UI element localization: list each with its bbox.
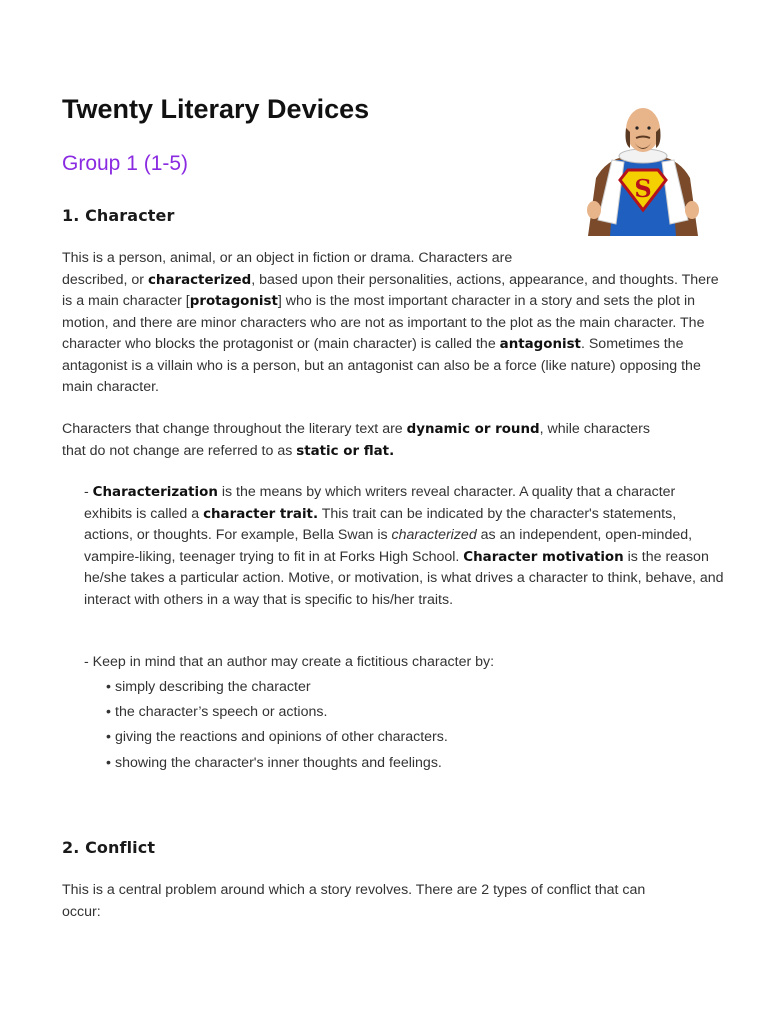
list-item-text: giving the reactions and opinions of other characters.	[115, 729, 448, 746]
section-heading-character: 1. Character	[62, 206, 175, 225]
bold-term-character-trait: character trait.	[203, 506, 319, 522]
hand-left	[587, 201, 601, 219]
text-run: This is a person, animal, or an object in fiction or drama. Characters are	[62, 250, 513, 266]
conflict-paragraph	[62, 880, 722, 923]
shakespeare-superman-illustration	[576, 98, 710, 236]
characterization-paragraph	[84, 482, 724, 611]
bold-term-static-flat: static or flat.	[296, 443, 395, 459]
head	[626, 108, 660, 152]
page-title: Twenty Literary Devices	[62, 94, 370, 124]
bullet-mark: •	[106, 679, 111, 695]
section-heading-conflict: 2. Conflict	[62, 838, 156, 857]
text-run: as an independent, open-minded, vampire-liking, teenager trying to fit in at Forks High School.	[84, 527, 693, 565]
bold-term-antagonist: antagonist	[499, 337, 581, 352]
hand-right	[685, 201, 699, 219]
text-run: , while characters	[539, 421, 650, 437]
text-run: occur:	[62, 903, 101, 920]
bullet-mark: •	[106, 729, 111, 746]
list-item	[106, 751, 448, 776]
bold-term-characterization: Characterization	[92, 485, 218, 500]
group-title: Group 1 (1-5)	[62, 152, 189, 175]
text-run: ] who is the most important character in a story and sets the plot in motion, and there are minor characters who are not as important to the plot as the main character. The character who blocks the protagonist or (main character) is called the	[62, 293, 705, 352]
text-run: . Sometimes the antagonist is a villain who is a person, but an antagonist can also be a force (like nature) opposing the main character.	[62, 336, 701, 395]
text-run: This is a central problem around which a story revolves. There are 2 types of conflict that can	[62, 882, 646, 898]
text-run: Characters that change throughout the literary text are	[62, 421, 407, 437]
dynamic-static-paragraph	[62, 419, 722, 462]
emblem-letter: S	[634, 174, 652, 203]
text-run: described, or	[62, 271, 148, 288]
bold-term-protagonist: protagonist	[189, 294, 278, 309]
text-run: that do not change are referred to as	[62, 442, 297, 459]
italic-term-characterized: characterized	[391, 527, 477, 543]
bullet-mark: •	[106, 754, 111, 771]
list-item-text: showing the character's inner thoughts and feelings.	[115, 754, 442, 771]
character-paragraph	[62, 248, 722, 399]
list-item-text: the character’s speech or actions.	[115, 704, 328, 721]
bold-term-dynamic-round: dynamic or round	[406, 422, 540, 437]
eye-left	[635, 126, 638, 129]
eye-right	[647, 126, 650, 129]
list-item-text: simply describing the character	[115, 679, 311, 695]
list-item	[106, 675, 448, 700]
bullet-mark: •	[106, 704, 111, 721]
text-run: This trait can be indicated by the character's statements, actions, or thoughts. For example, Bella Swan is	[84, 505, 677, 543]
text-run: , based upon their personalities, actions, appearance, and thoughts. There is a main character [	[62, 271, 719, 309]
list-item	[106, 700, 448, 725]
list-item	[106, 725, 448, 750]
bold-term-characterized: characterized	[147, 272, 252, 288]
fictitious-character-intro: - Keep in mind that an author may create a fictitious character by:	[84, 654, 495, 670]
character-methods-list	[106, 675, 448, 776]
bold-term-character-motivation: Character motivation	[463, 549, 624, 565]
text-run: is the means by which writers reveal character. A quality that a character exhibits is called a	[84, 484, 676, 522]
text-run: -	[84, 484, 93, 500]
text-run: is the reason he/she takes a particular action. Motive, or motivation, is what drives a character to think, behave, and interact with others in a way that is specific to his/her traits.	[84, 548, 724, 608]
